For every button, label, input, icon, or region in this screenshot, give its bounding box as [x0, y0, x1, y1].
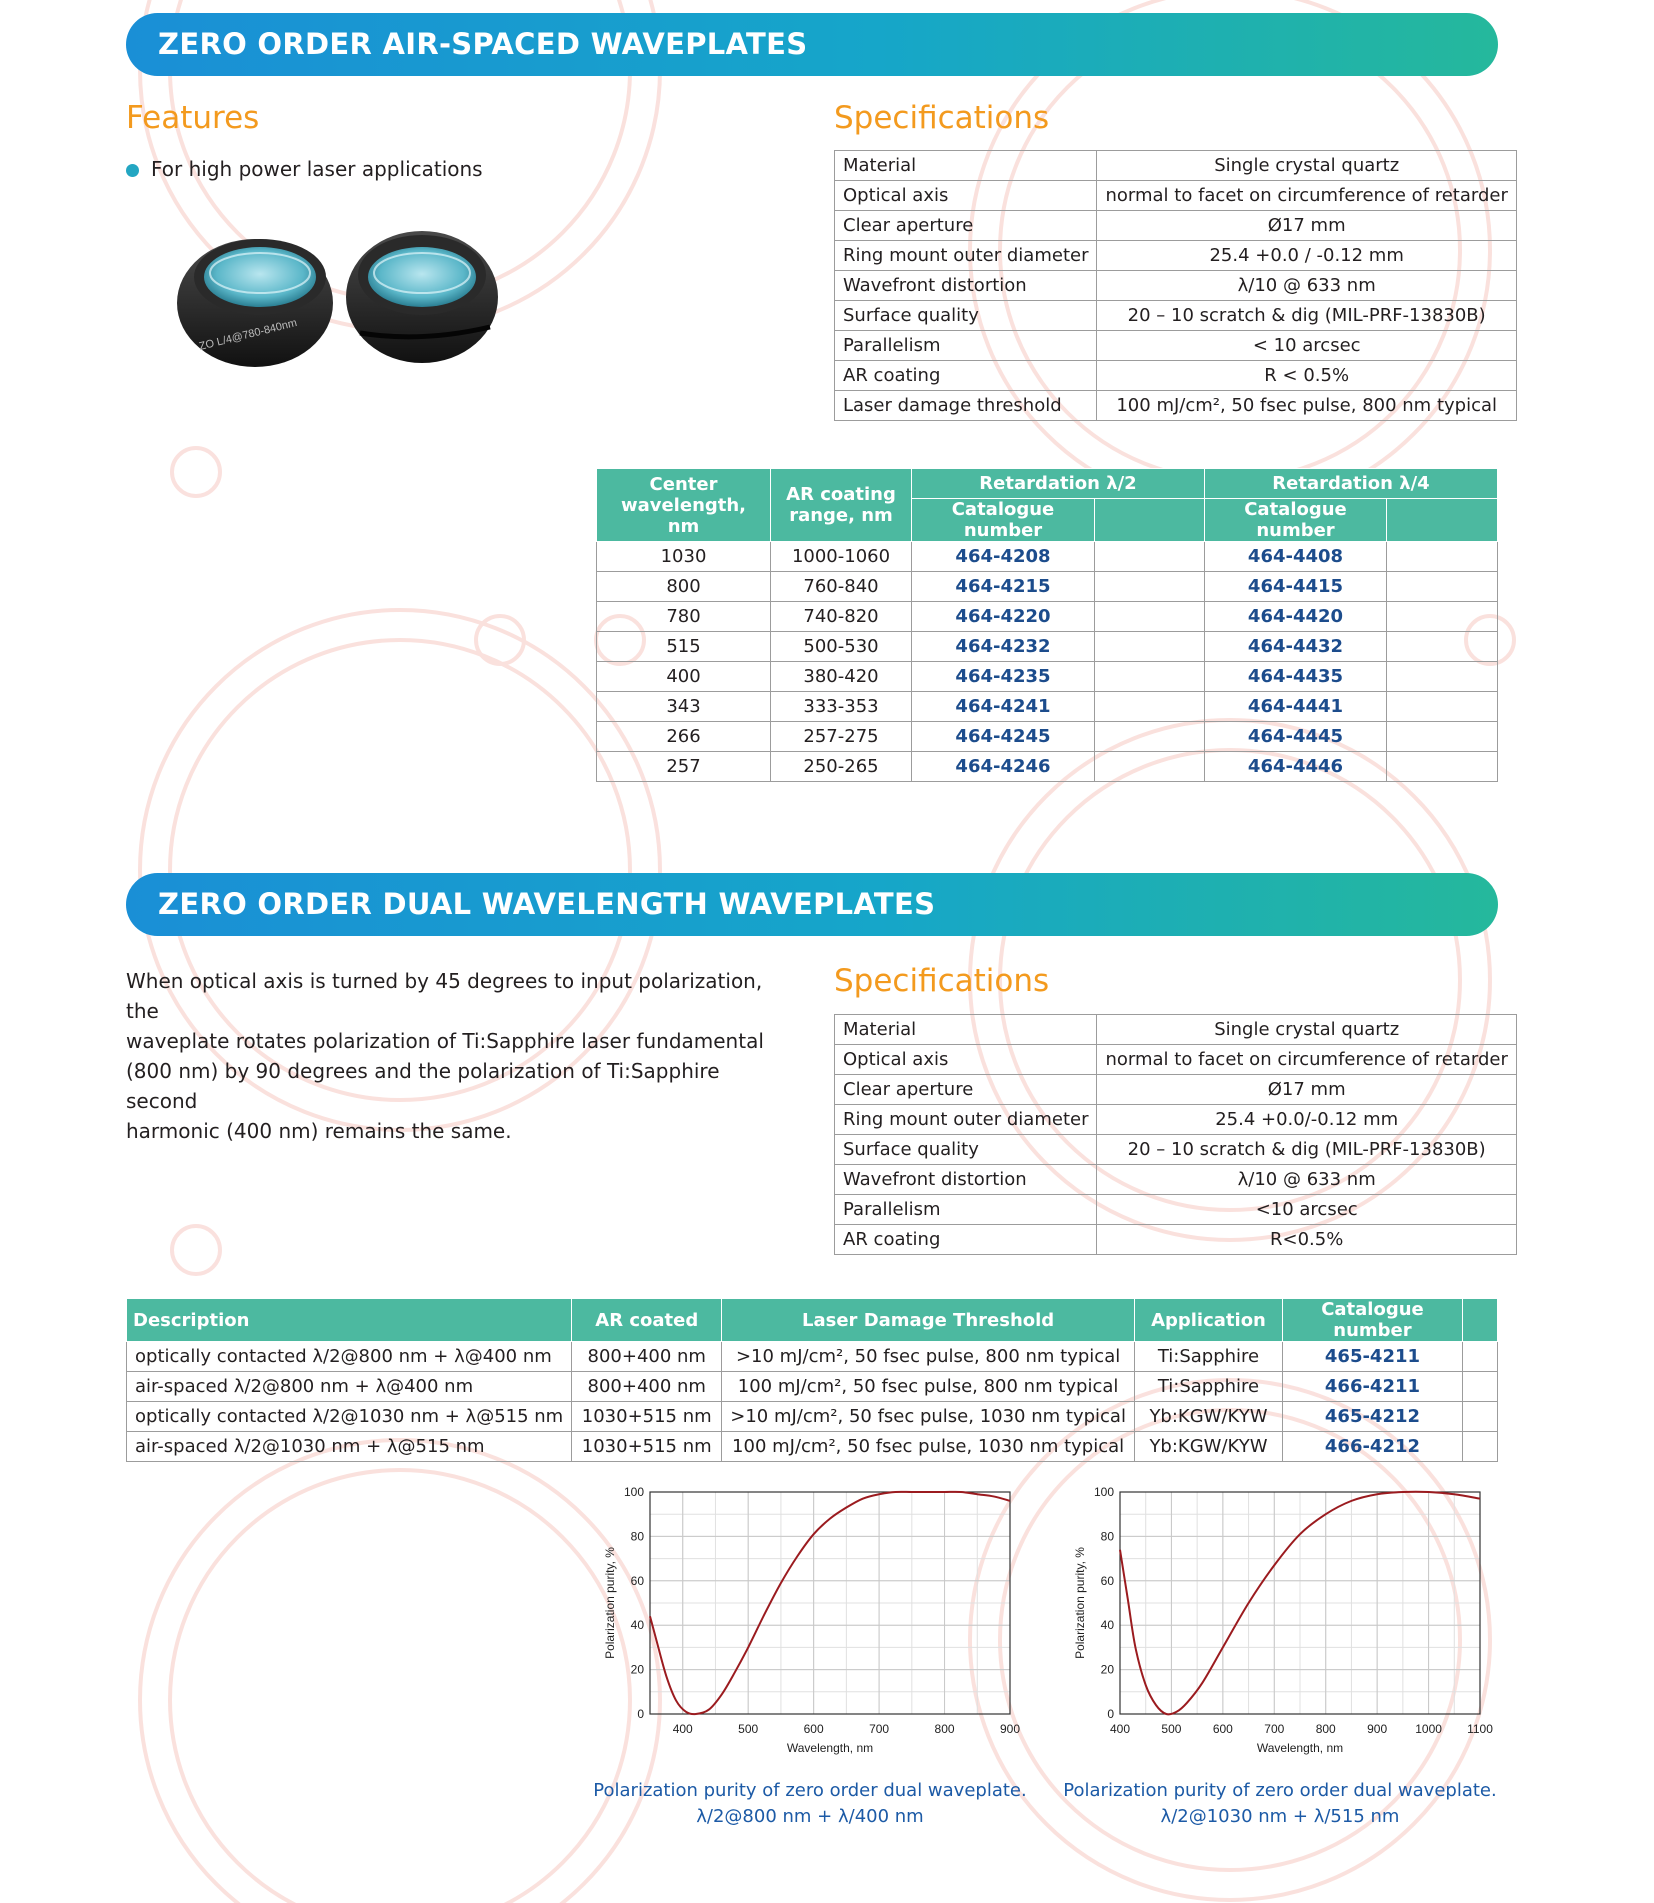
caption-line: λ/2@800 nm + λ/400 nm	[696, 1806, 924, 1827]
x-tick-label: 500	[738, 1722, 759, 1736]
col-catalogue-quarter: Catalogue number	[1205, 499, 1387, 542]
y-tick-label: 80	[1100, 1529, 1114, 1544]
ar-coated: 800+400 nm	[572, 1372, 722, 1402]
catalogue-number[interactable]: 466-4212	[1282, 1432, 1462, 1462]
description-line: (800 nm) by 90 degrees and the polarization of Ti:Sapphire second	[126, 1059, 720, 1113]
spec-value: R<0.5%	[1097, 1225, 1516, 1255]
col-damage-threshold: Laser Damage Threshold	[722, 1299, 1135, 1342]
empty-cell	[1095, 602, 1205, 632]
engraving-text: ZO L/4@780-840nm	[197, 316, 299, 353]
description: air-spaced λ/2@800 nm + λ@400 nm	[127, 1372, 572, 1402]
spec-row	[835, 1105, 1517, 1135]
table-row	[127, 1402, 1498, 1432]
col-center-wavelength: Center wavelength, nm	[597, 469, 771, 542]
ar-range: 500-530	[771, 632, 912, 662]
application: Yb:KGW/KYW	[1134, 1432, 1282, 1462]
feature-item	[126, 157, 483, 181]
spec-row	[835, 211, 1517, 241]
description-line: When optical axis is turned by 45 degrees to input polarization, the	[126, 969, 763, 1023]
catalogue-number-half[interactable]: 464-4235	[912, 662, 1095, 692]
empty-cell	[1095, 572, 1205, 602]
damage-threshold: >10 mJ/cm², 50 fsec pulse, 1030 nm typical	[722, 1402, 1135, 1432]
section1-title: ZERO ORDER AIR-SPACED WAVEPLATES	[158, 27, 808, 61]
spec-label: Clear aperture	[835, 211, 1097, 241]
x-tick-label: 400	[672, 1722, 693, 1736]
damage-threshold: 100 mJ/cm², 50 fsec pulse, 1030 nm typical	[722, 1432, 1135, 1462]
spec-value: 20 – 10 scratch & dig (MIL-PRF-13830B)	[1097, 1135, 1516, 1165]
table-row	[127, 1372, 1498, 1402]
damage-threshold: 100 mJ/cm², 50 fsec pulse, 800 nm typical	[722, 1372, 1135, 1402]
spec-row	[835, 1075, 1517, 1105]
table-row	[597, 572, 1498, 602]
catalogue-number[interactable]: 466-4211	[1282, 1372, 1462, 1402]
ar-range: 380-420	[771, 662, 912, 692]
spec-value: normal to facet on circumference of retarder	[1097, 181, 1516, 211]
spec-row	[835, 181, 1517, 211]
center-wavelength: 343	[597, 692, 771, 722]
x-tick-label: 700	[869, 1722, 890, 1736]
center-wavelength: 266	[597, 722, 771, 752]
ar-coated: 1030+515 nm	[572, 1432, 722, 1462]
center-wavelength: 515	[597, 632, 771, 662]
spec-value: 25.4 +0.0 / -0.12 mm	[1097, 241, 1516, 271]
y-tick-label: 20	[630, 1662, 644, 1677]
spec-value: λ/10 @ 633 nm	[1097, 271, 1516, 301]
spec-row	[835, 241, 1517, 271]
empty-cell	[1462, 1402, 1497, 1432]
catalogue-number-quarter[interactable]: 464-4420	[1205, 602, 1387, 632]
empty-cell	[1387, 692, 1498, 722]
center-wavelength: 1030	[597, 542, 771, 572]
spec-label: Parallelism	[835, 1195, 1097, 1225]
empty-cell	[1387, 632, 1498, 662]
table-row	[597, 632, 1498, 662]
catalogue-number-quarter[interactable]: 464-4435	[1205, 662, 1387, 692]
catalogue-table-2	[126, 1298, 1498, 1462]
spec-label: Laser damage threshold	[835, 391, 1097, 421]
catalogue-number-half[interactable]: 464-4208	[912, 542, 1095, 572]
description-line: waveplate rotates polarization of Ti:Sapphire laser fundamental	[126, 1029, 764, 1053]
feature-text: For high power laser applications	[151, 157, 483, 181]
x-tick-label: 700	[1264, 1722, 1285, 1736]
spec-row	[835, 271, 1517, 301]
ar-coated: 800+400 nm	[572, 1342, 722, 1372]
empty-cell	[1095, 722, 1205, 752]
damage-threshold: >10 mJ/cm², 50 fsec pulse, 800 nm typical	[722, 1342, 1135, 1372]
spec-row	[835, 1135, 1517, 1165]
specs-table-1	[834, 150, 1517, 421]
x-axis-label: Wavelength, nm	[786, 1741, 874, 1755]
col-retardation-quarter: Retardation λ/4	[1205, 469, 1498, 499]
empty-cell	[1462, 1372, 1497, 1402]
table-row	[127, 1432, 1498, 1462]
x-tick-label: 500	[1161, 1722, 1182, 1736]
empty-cell	[1387, 602, 1498, 632]
y-tick-label: 0	[1107, 1707, 1114, 1721]
waveplate-mounts-photo	[160, 215, 510, 375]
ar-range: 333-353	[771, 692, 912, 722]
center-wavelength: 800	[597, 572, 771, 602]
table-row	[597, 722, 1498, 752]
chart-caption-1030	[1060, 1778, 1500, 1830]
spec-label: Ring mount outer diameter	[835, 241, 1097, 271]
catalogue-number-half[interactable]: 464-4246	[912, 752, 1095, 782]
y-tick-label: 80	[630, 1529, 644, 1544]
spec-value: normal to facet on circumference of retarder	[1097, 1045, 1516, 1075]
empty-cell	[1387, 722, 1498, 752]
section2-banner	[126, 873, 1498, 936]
application: Ti:Sapphire	[1134, 1342, 1282, 1372]
y-tick-label: 100	[623, 1485, 644, 1499]
empty-cell	[1095, 692, 1205, 722]
spec-row	[835, 361, 1517, 391]
empty-cell	[1387, 542, 1498, 572]
spec-label: Material	[835, 1015, 1097, 1045]
application: Yb:KGW/KYW	[1134, 1402, 1282, 1432]
spec-value: Single crystal quartz	[1097, 151, 1516, 181]
col-empty	[1462, 1299, 1497, 1342]
section2-title: ZERO ORDER DUAL WAVELENGTH WAVEPLATES	[158, 887, 936, 921]
y-axis-label: Polarization purity, %	[1073, 1547, 1087, 1659]
table-row	[597, 662, 1498, 692]
ar-range: 257-275	[771, 722, 912, 752]
spec-value: λ/10 @ 633 nm	[1097, 1165, 1516, 1195]
spec-row	[835, 301, 1517, 331]
table-row	[127, 1342, 1498, 1372]
catalogue-table-1	[596, 468, 1498, 782]
catalogue-number-quarter[interactable]: 464-4432	[1205, 632, 1387, 662]
empty-cell	[1462, 1432, 1497, 1462]
ar-range: 1000-1060	[771, 542, 912, 572]
spec-label: AR coating	[835, 1225, 1097, 1255]
col-retardation-half: Retardation λ/2	[912, 469, 1205, 499]
catalogue-number-half[interactable]: 464-4215	[912, 572, 1095, 602]
empty-cell	[1095, 752, 1205, 782]
specs-heading-2: Specifications	[834, 963, 1050, 999]
spec-value: 100 mJ/cm², 50 fsec pulse, 800 nm typical	[1097, 391, 1516, 421]
x-tick-label: 1000	[1415, 1722, 1442, 1736]
x-tick-label: 800	[934, 1722, 955, 1736]
center-wavelength: 780	[597, 602, 771, 632]
spec-label: Optical axis	[835, 1045, 1097, 1075]
y-tick-label: 40	[630, 1618, 644, 1633]
col-ar-coated: AR coated	[572, 1299, 722, 1342]
description: optically contacted λ/2@1030 nm + λ@515 nm	[127, 1402, 572, 1432]
spec-value: Single crystal quartz	[1097, 1015, 1516, 1045]
chart-caption-800	[590, 1778, 1030, 1830]
spec-value: R < 0.5%	[1097, 361, 1516, 391]
spec-row	[835, 1045, 1517, 1075]
spec-label: AR coating	[835, 361, 1097, 391]
empty-cell	[1095, 542, 1205, 572]
spec-value: <10 arcsec	[1097, 1195, 1516, 1225]
polarization-chart-1030	[1060, 1482, 1500, 1762]
spec-label: Parallelism	[835, 331, 1097, 361]
spec-label: Surface quality	[835, 1135, 1097, 1165]
description-line: harmonic (400 nm) remains the same.	[126, 1119, 512, 1143]
empty-cell	[1462, 1342, 1497, 1372]
specs-table-2	[834, 1014, 1517, 1255]
ar-range: 740-820	[771, 602, 912, 632]
spec-row	[835, 391, 1517, 421]
catalogue-number-quarter[interactable]: 464-4415	[1205, 572, 1387, 602]
caption-line: λ/2@1030 nm + λ/515 nm	[1160, 1806, 1400, 1827]
table-row	[597, 602, 1498, 632]
caption-line: Polarization purity of zero order dual waveplate.	[1063, 1780, 1497, 1801]
col-catalogue-half: Catalogue number	[912, 499, 1095, 542]
x-tick-label: 900	[1367, 1722, 1388, 1736]
catalogue-number[interactable]: 465-4211	[1282, 1342, 1462, 1372]
catalogue-number-quarter[interactable]: 464-4445	[1205, 722, 1387, 752]
features-heading: Features	[126, 100, 260, 136]
x-tick-label: 900	[999, 1722, 1021, 1736]
x-axis-label: Wavelength, nm	[1256, 1741, 1344, 1755]
spec-label: Clear aperture	[835, 1075, 1097, 1105]
spec-label: Wavefront distortion	[835, 271, 1097, 301]
catalogue-number-quarter[interactable]: 464-4408	[1205, 542, 1387, 572]
col-ar-range: AR coating range, nm	[771, 469, 912, 542]
y-tick-label: 100	[1093, 1485, 1114, 1499]
center-wavelength: 257	[597, 752, 771, 782]
col-description: Description	[127, 1299, 572, 1342]
description: optically contacted λ/2@800 nm + λ@400 nm	[127, 1342, 572, 1372]
empty-cell	[1387, 752, 1498, 782]
y-tick-label: 60	[630, 1573, 644, 1588]
spec-row	[835, 1195, 1517, 1225]
spec-label: Optical axis	[835, 181, 1097, 211]
application: Ti:Sapphire	[1134, 1372, 1282, 1402]
x-tick-label: 600	[1212, 1722, 1233, 1736]
x-tick-label: 1100	[1467, 1722, 1493, 1736]
spec-value: Ø17 mm	[1097, 211, 1516, 241]
spec-row	[835, 151, 1517, 181]
empty-cell	[1387, 662, 1498, 692]
col-catalogue-number: Catalogue number	[1282, 1299, 1462, 1342]
y-tick-label: 60	[1100, 1573, 1114, 1588]
spec-label: Material	[835, 151, 1097, 181]
table-row	[597, 542, 1498, 572]
ar-coated: 1030+515 nm	[572, 1402, 722, 1432]
specs-heading-1: Specifications	[834, 100, 1050, 136]
spec-value: 20 – 10 scratch & dig (MIL-PRF-13830B)	[1097, 301, 1516, 331]
catalogue-number-half[interactable]: 464-4241	[912, 692, 1095, 722]
catalogue-number-half[interactable]: 464-4220	[912, 602, 1095, 632]
spec-label: Ring mount outer diameter	[835, 1105, 1097, 1135]
spec-row	[835, 1015, 1517, 1045]
spec-label: Surface quality	[835, 301, 1097, 331]
y-tick-label: 0	[637, 1707, 644, 1721]
x-tick-label: 400	[1109, 1722, 1131, 1736]
empty-cell	[1095, 662, 1205, 692]
spec-row	[835, 331, 1517, 361]
dual-description	[126, 966, 766, 1146]
empty-cell	[1387, 572, 1498, 602]
table-row	[597, 752, 1498, 782]
y-tick-label: 40	[1100, 1618, 1114, 1633]
center-wavelength: 400	[597, 662, 771, 692]
caption-line: Polarization purity of zero order dual waveplate.	[593, 1780, 1027, 1801]
spec-value: 25.4 +0.0/-0.12 mm	[1097, 1105, 1516, 1135]
empty-cell	[1095, 632, 1205, 662]
spec-value: Ø17 mm	[1097, 1075, 1516, 1105]
spec-row	[835, 1165, 1517, 1195]
catalogue-number-quarter[interactable]: 464-4446	[1205, 752, 1387, 782]
table-row	[597, 692, 1498, 722]
description: air-spaced λ/2@1030 nm + λ@515 nm	[127, 1432, 572, 1462]
y-axis-label: Polarization purity, %	[603, 1547, 617, 1659]
x-tick-label: 800	[1315, 1722, 1336, 1736]
y-tick-label: 20	[1100, 1662, 1114, 1677]
spec-row	[835, 1225, 1517, 1255]
spec-value: < 10 arcsec	[1097, 331, 1516, 361]
col-application: Application	[1134, 1299, 1282, 1342]
x-tick-label: 600	[803, 1722, 824, 1736]
spec-label: Wavefront distortion	[835, 1165, 1097, 1195]
catalogue-number-half[interactable]: 464-4245	[912, 722, 1095, 752]
ar-range: 250-265	[771, 752, 912, 782]
section1-banner	[126, 13, 1498, 76]
catalogue-number[interactable]: 465-4212	[1282, 1402, 1462, 1432]
catalogue-number-quarter[interactable]: 464-4441	[1205, 692, 1387, 722]
polarization-chart-800	[590, 1482, 1030, 1762]
bullet-icon	[126, 164, 139, 177]
ar-range: 760-840	[771, 572, 912, 602]
catalogue-number-half[interactable]: 464-4232	[912, 632, 1095, 662]
